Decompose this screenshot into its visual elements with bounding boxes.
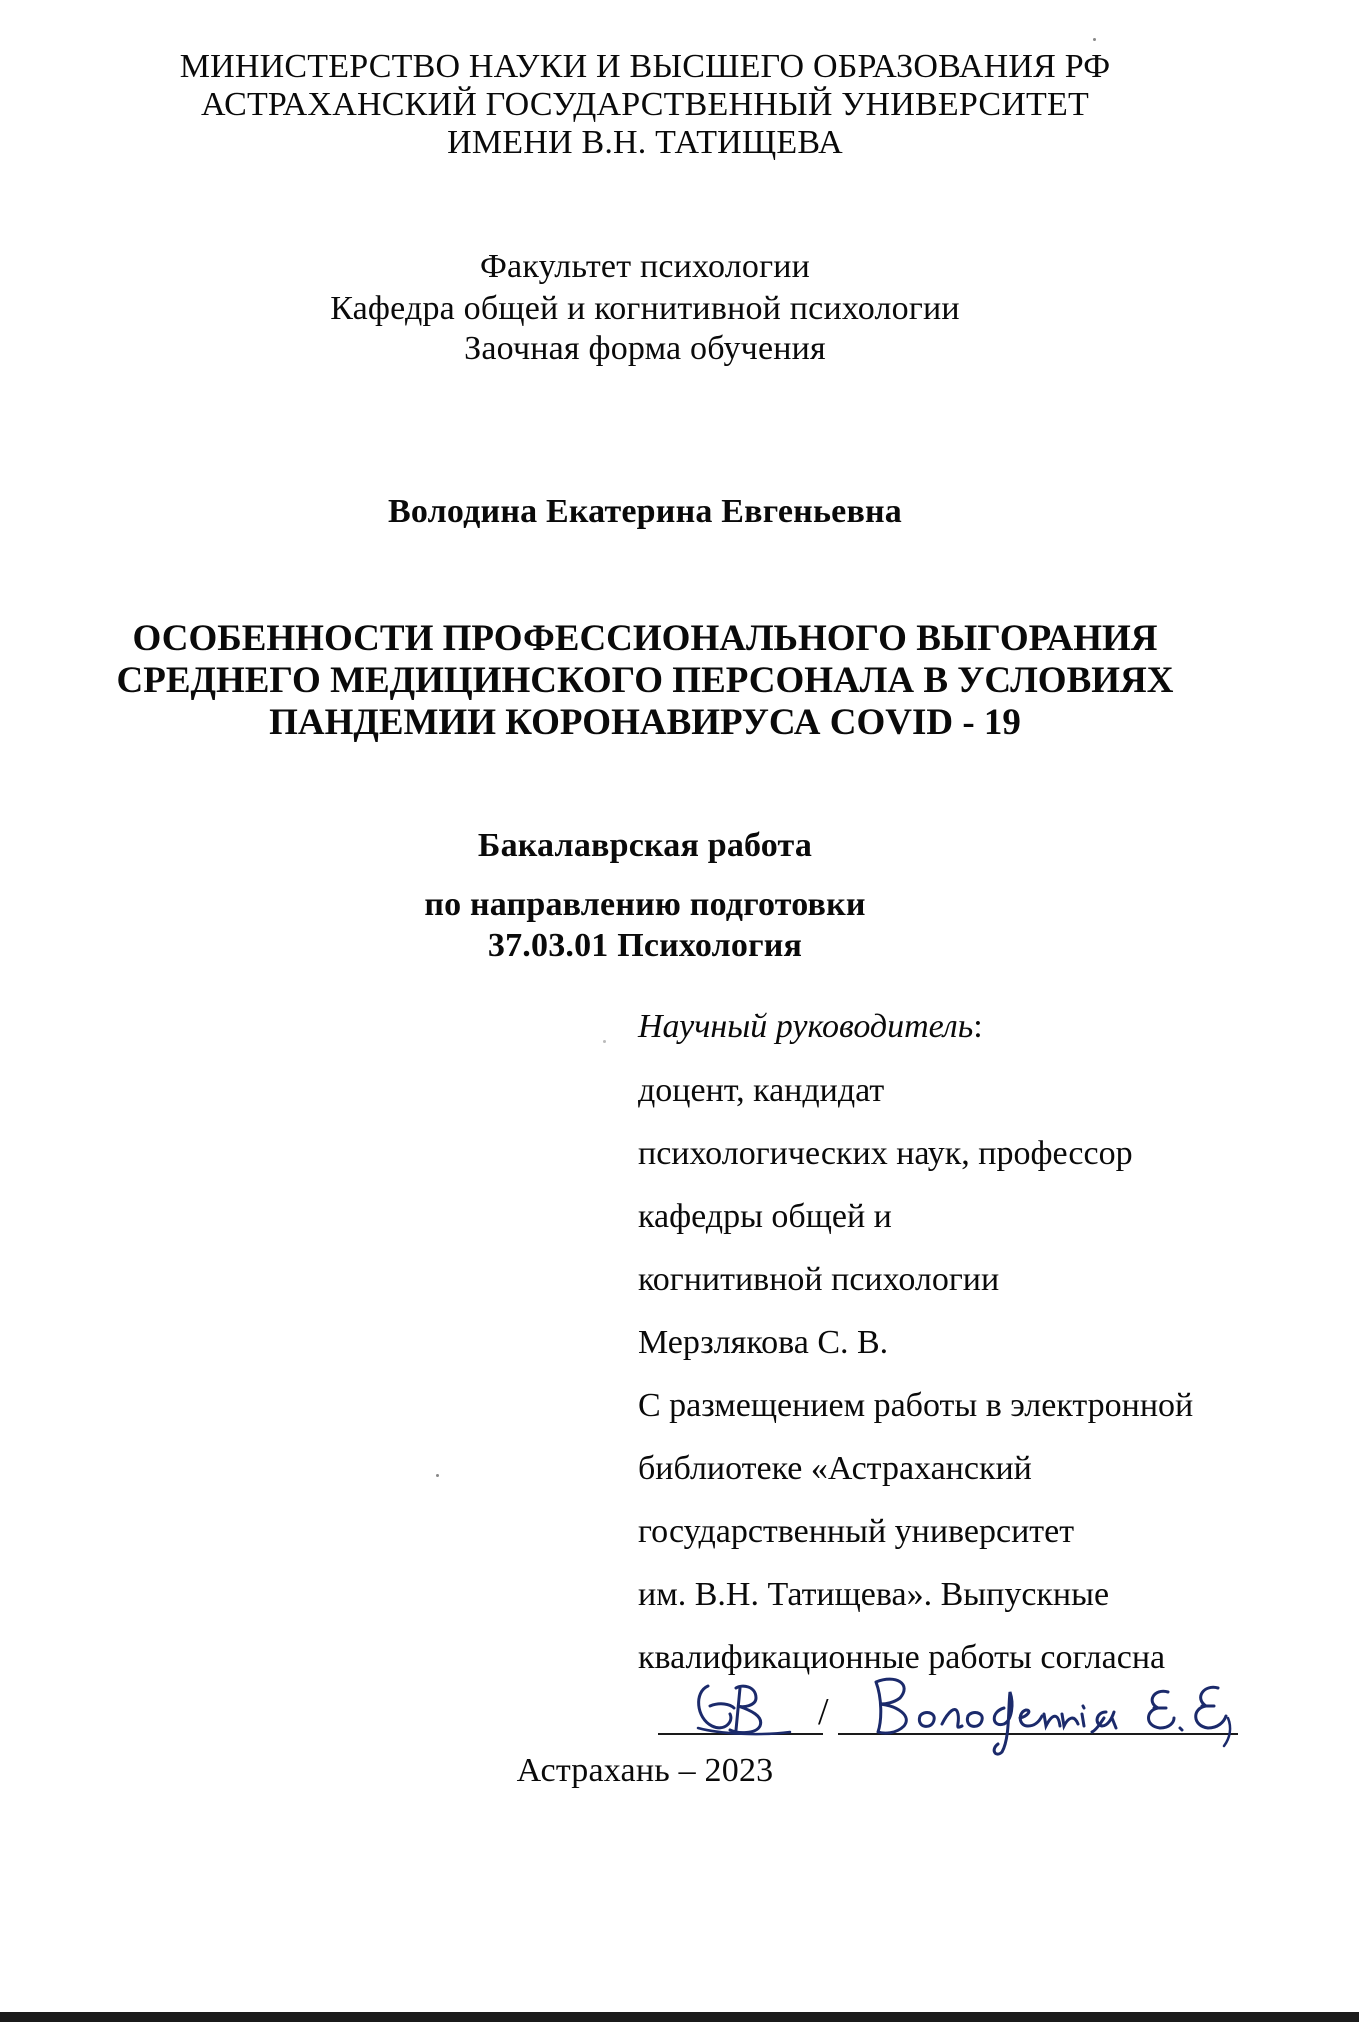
ministry-line: МИНИСТЕРСТВО НАУКИ И ВЫСШЕГО ОБРАЗОВАНИЯ РФ xyxy=(179,48,1111,85)
supervisor-label-text: Научный руководитель xyxy=(638,1008,974,1045)
scan-bottom-edge xyxy=(0,2012,1359,2022)
place-year: Астрахань – 2023 xyxy=(516,1752,774,1789)
thesis-title-line-3: ПАНДЕМИИ КОРОНАВИРУСА COVID - 19 xyxy=(269,702,1021,743)
department-line: Кафедра общей и когнитивной психологии xyxy=(330,290,960,327)
faculty-line: Факультет психологии xyxy=(479,248,811,285)
handwritten-name-signature xyxy=(868,1668,1238,1760)
supervisor-line-1: доцент, кандидат xyxy=(638,1072,885,1109)
study-form-line: Заочная форма обучения xyxy=(464,330,826,367)
supervisor-name: Мерзлякова С. В. xyxy=(638,1324,889,1361)
consent-line-5: квалификационные работы согласна xyxy=(638,1639,1166,1676)
direction-label: по направлению подготовки xyxy=(424,886,866,923)
author-name: Володина Екатерина Евгеньевна xyxy=(388,493,902,530)
supervisor-line-4: когнитивной психологии xyxy=(638,1261,1000,1298)
consent-line-1: С размещением работы в электронной xyxy=(638,1387,1194,1424)
scan-speck xyxy=(436,1474,439,1477)
supervisor-line-2: психологических наук, профессор xyxy=(638,1135,1133,1172)
handwritten-initials-signature xyxy=(690,1678,800,1740)
work-type: Бакалаврская работа xyxy=(477,827,813,864)
direction-code: 37.03.01 Психология xyxy=(487,927,803,964)
university-name-line: ИМЕНИ В.Н. ТАТИЩЕВА xyxy=(447,124,843,161)
supervisor-label xyxy=(638,1008,983,1046)
signature-separator: / xyxy=(818,1691,829,1733)
consent-line-4: им. В.Н. Татищева». Выпускные xyxy=(638,1576,1110,1613)
thesis-title-line-2: СРЕДНЕГО МЕДИЦИНСКОГО ПЕРСОНАЛА В УСЛОВИЯХ xyxy=(116,660,1174,701)
scan-speck xyxy=(603,1040,606,1043)
thesis-title-line-1: ОСОБЕННОСТИ ПРОФЕССИОНАЛЬНОГО ВЫГОРАНИЯ xyxy=(132,618,1158,659)
consent-line-2: библиотеке «Астраханский xyxy=(638,1450,1032,1487)
university-line: АСТРАХАНСКИЙ ГОСУДАРСТВЕННЫЙ УНИВЕРСИТЕТ xyxy=(201,86,1089,123)
supervisor-label-colon: : xyxy=(973,1008,983,1045)
consent-line-3: государственный университет xyxy=(638,1513,1075,1550)
supervisor-line-3: кафедры общей и xyxy=(638,1198,892,1235)
scan-speck xyxy=(1093,38,1096,41)
